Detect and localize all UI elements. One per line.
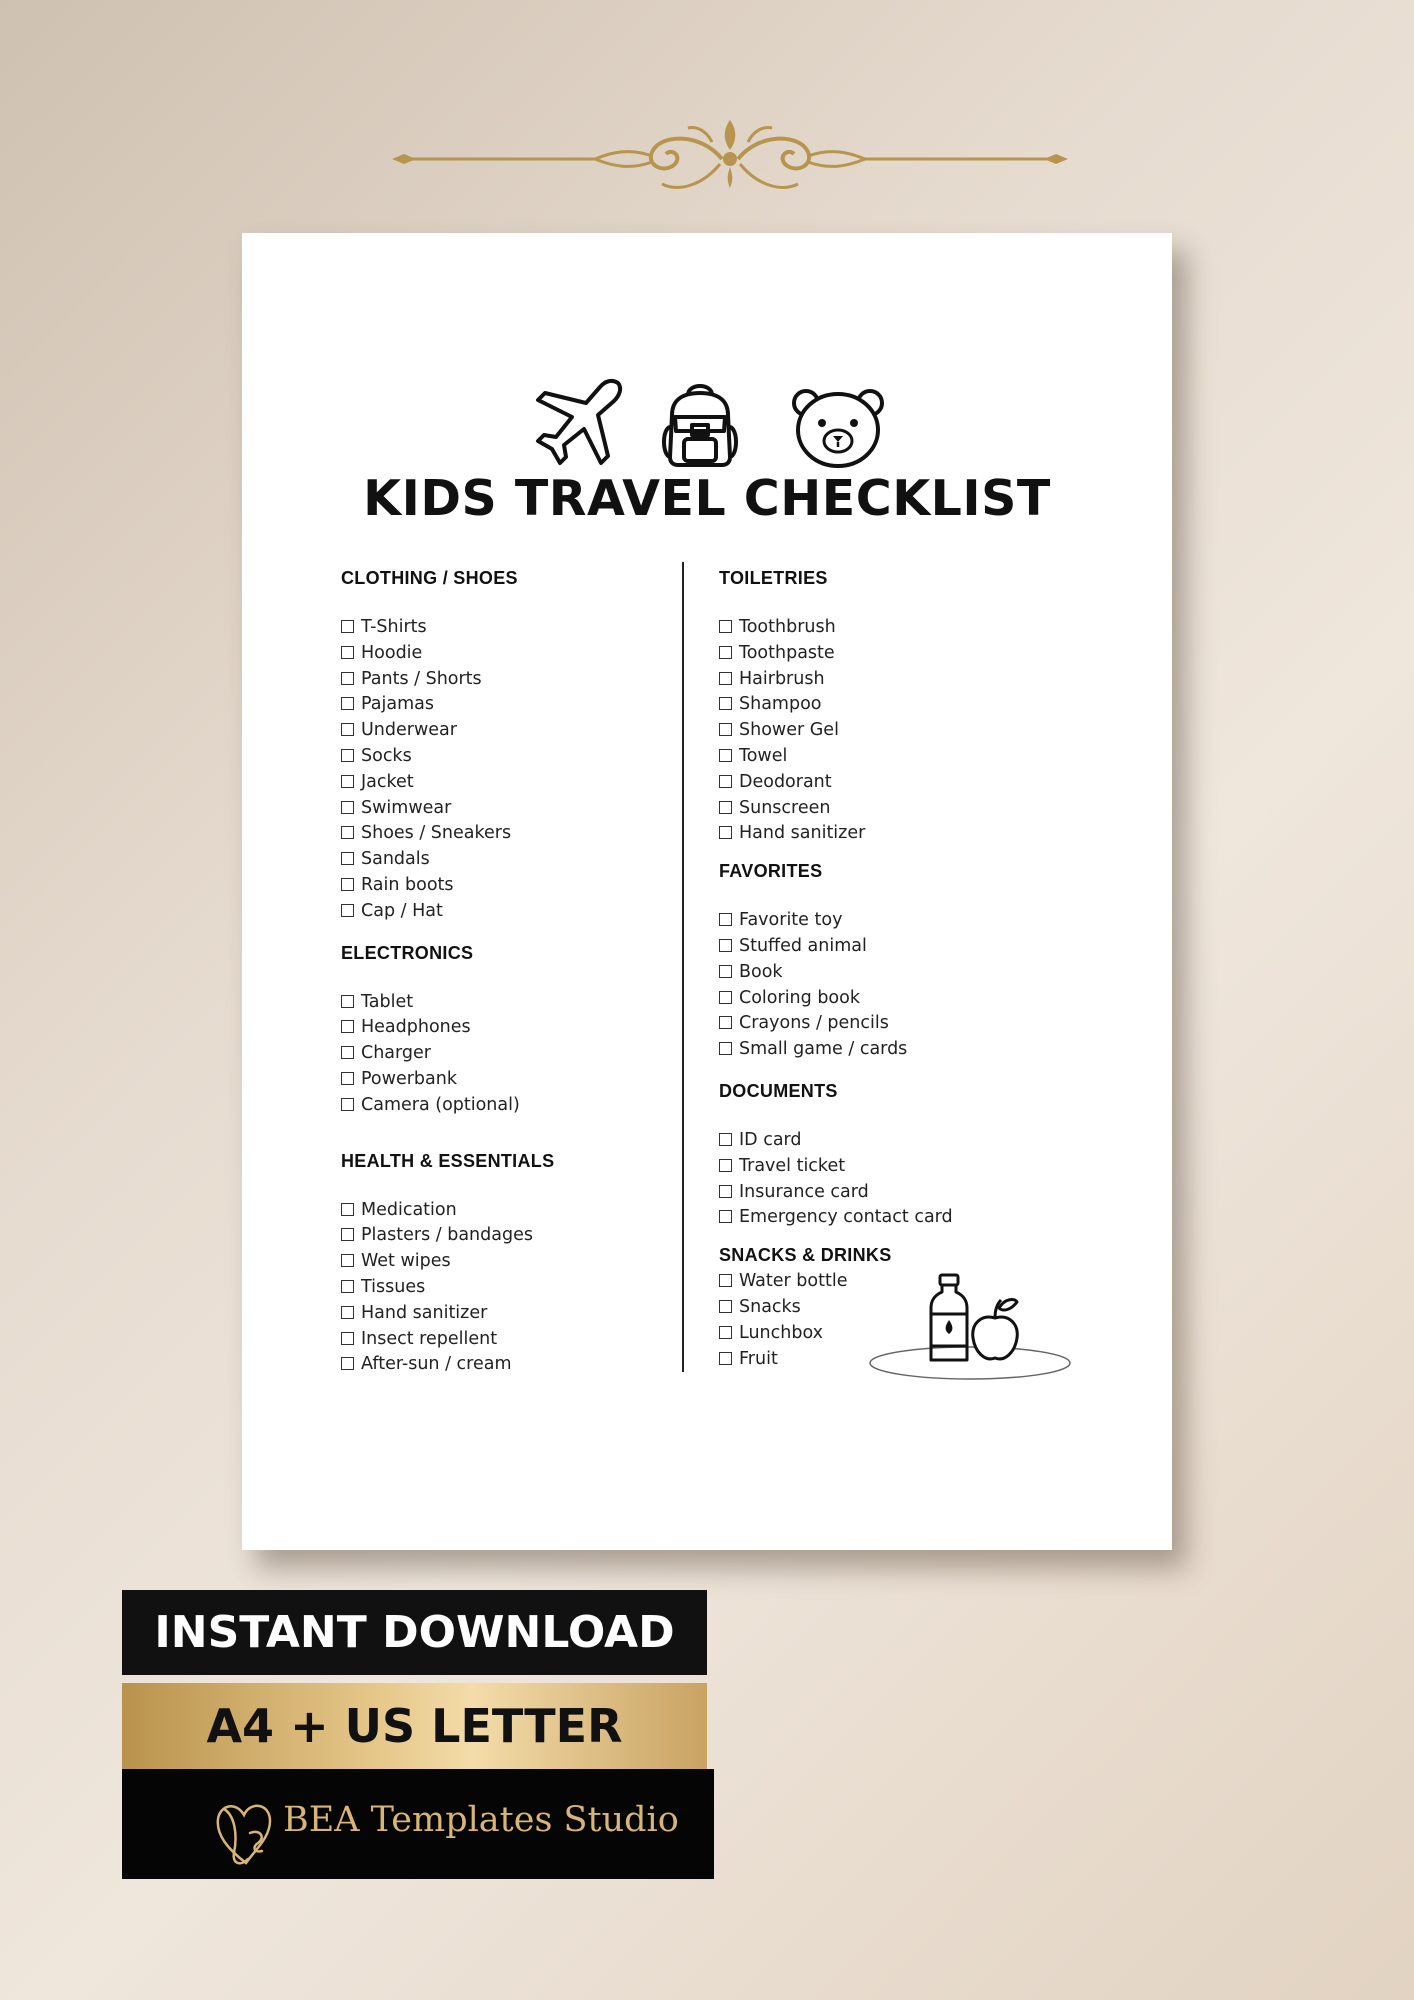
checkbox[interactable]	[719, 672, 732, 685]
checklist-item[interactable]: Charger	[341, 1041, 671, 1067]
checklist-item[interactable]: Crayons / pencils	[719, 1011, 1049, 1037]
checklist-item[interactable]: Emergency contact card	[719, 1205, 1049, 1231]
checklist-item[interactable]: Travel ticket	[719, 1154, 1049, 1180]
checkbox[interactable]	[341, 1280, 354, 1293]
checklist-item[interactable]: Socks	[341, 744, 671, 770]
checklist-item[interactable]: Deodorant	[719, 770, 1049, 796]
checkbox[interactable]	[341, 1357, 354, 1370]
instant-download-badge: INSTANT DOWNLOAD	[122, 1590, 707, 1675]
checklist-item[interactable]: Pants / Shorts	[341, 667, 671, 693]
section-electronics	[341, 939, 671, 1119]
checkbox[interactable]	[719, 1352, 732, 1365]
section-heading: HEALTH & ESSENTIALS	[341, 1150, 555, 1171]
checkbox[interactable]	[719, 1133, 732, 1146]
checkbox[interactable]	[719, 1016, 732, 1029]
right-column	[719, 564, 1049, 1372]
checklist-item[interactable]: Plasters / bandages	[341, 1223, 671, 1249]
checklist-item[interactable]: Underwear	[341, 718, 671, 744]
checklist-item[interactable]: Water bottle	[719, 1269, 1049, 1295]
checklist-item[interactable]: Coloring book	[719, 986, 1049, 1012]
checkbox[interactable]	[341, 801, 354, 814]
section-health	[341, 1147, 671, 1379]
checklist-item[interactable]: Snacks	[719, 1295, 1049, 1321]
teddy-bear-icon	[794, 391, 882, 466]
checkbox[interactable]	[341, 878, 354, 891]
checklist-item[interactable]: Medication	[341, 1198, 671, 1224]
section-favorites	[719, 857, 1049, 1063]
checklist-item[interactable]: Toothpaste	[719, 641, 1049, 667]
checklist-item[interactable]: Pajamas	[341, 692, 671, 718]
checkbox[interactable]	[719, 723, 732, 736]
checkbox[interactable]	[719, 991, 732, 1004]
checkbox[interactable]	[341, 1098, 354, 1111]
checkbox[interactable]	[341, 826, 354, 839]
section-heading: DOCUMENTS	[719, 1080, 838, 1101]
checkbox[interactable]	[341, 1203, 354, 1216]
checklist-item[interactable]: Shampoo	[719, 692, 1049, 718]
checkbox[interactable]	[341, 1020, 354, 1033]
checklist-item[interactable]: Tablet	[341, 990, 671, 1016]
checkbox[interactable]	[341, 672, 354, 685]
checkbox[interactable]	[341, 1228, 354, 1241]
checkbox[interactable]	[341, 995, 354, 1008]
checkbox[interactable]	[341, 1306, 354, 1319]
checklist-item[interactable]: Swimwear	[341, 796, 671, 822]
section-clothing	[341, 564, 671, 925]
checklist-item[interactable]: ID card	[719, 1128, 1049, 1154]
checkbox[interactable]	[719, 697, 732, 710]
checkbox[interactable]	[341, 1332, 354, 1345]
brand-name: BEA Templates Studio	[283, 1800, 679, 1840]
gold-ornament-icon	[390, 112, 1070, 212]
checkbox[interactable]	[719, 1210, 732, 1223]
checklist-item[interactable]: Shoes / Sneakers	[341, 821, 671, 847]
checkbox[interactable]	[719, 1159, 732, 1172]
snacks-illustration	[865, 1268, 1075, 1388]
checklist-item[interactable]: Headphones	[341, 1015, 671, 1041]
checkbox[interactable]	[719, 775, 732, 788]
checkbox[interactable]	[341, 620, 354, 633]
header-icons	[0, 375, 1414, 475]
checkbox[interactable]	[341, 697, 354, 710]
checkbox[interactable]	[341, 723, 354, 736]
checklist-item[interactable]: Sunscreen	[719, 796, 1049, 822]
checkbox[interactable]	[341, 1254, 354, 1267]
section-toiletries	[719, 564, 1049, 847]
checkbox[interactable]	[341, 749, 354, 762]
checkbox[interactable]	[719, 826, 732, 839]
section-heading: CLOTHING / SHOES	[341, 568, 518, 588]
column-divider	[682, 562, 684, 1372]
checkbox[interactable]	[719, 749, 732, 762]
heart-logo-icon	[210, 1793, 285, 1871]
checklist-item[interactable]: Camera (optional)	[341, 1093, 671, 1119]
checklist-item[interactable]: Wet wipes	[341, 1249, 671, 1275]
checklist-item[interactable]: Hand sanitizer	[719, 821, 1049, 847]
checkbox[interactable]	[719, 1300, 732, 1313]
checklist-item[interactable]: Hand sanitizer	[341, 1301, 671, 1327]
checklist-item[interactable]: Rain boots	[341, 873, 671, 899]
formats-badge: A4 + US LETTER	[122, 1683, 707, 1769]
checkbox[interactable]	[341, 852, 354, 865]
checkbox[interactable]	[719, 1185, 732, 1198]
checklist-item[interactable]: Sandals	[341, 847, 671, 873]
checkbox[interactable]	[719, 801, 732, 814]
checklist-item[interactable]: Hoodie	[341, 641, 671, 667]
checklist-item[interactable]: Hairbrush	[719, 667, 1049, 693]
checkbox[interactable]	[719, 939, 732, 952]
checklist-item[interactable]: Lunchbox	[719, 1321, 1049, 1347]
page-title: KIDS TRAVEL CHECKLIST	[363, 470, 1051, 527]
checklist-item[interactable]: Favorite toy	[719, 908, 1049, 934]
checklist-item[interactable]: Tissues	[341, 1275, 671, 1301]
checklist-item[interactable]: T-Shirts	[341, 615, 671, 641]
checklist-item[interactable]: Insect repellent	[341, 1327, 671, 1353]
checklist-item[interactable]: Small game / cards	[719, 1037, 1049, 1063]
checklist-item[interactable]: Shower Gel	[719, 718, 1049, 744]
checklist-item[interactable]: Cap / Hat	[341, 899, 671, 925]
checklist-item[interactable]: Fruit	[719, 1347, 1049, 1373]
apple-icon	[973, 1300, 1018, 1359]
section-documents	[719, 1077, 1049, 1231]
checkbox[interactable]	[719, 913, 732, 926]
checkbox[interactable]	[719, 1274, 732, 1287]
checklist-item[interactable]: Powerbank	[341, 1067, 671, 1093]
checklist-item[interactable]: Insurance card	[719, 1180, 1049, 1206]
checklist-item[interactable]: After-sun / cream	[341, 1352, 671, 1378]
checklist-item[interactable]: Towel	[719, 744, 1049, 770]
checkbox[interactable]	[341, 646, 354, 659]
checkbox[interactable]	[341, 1046, 354, 1059]
section-heading: FAVORITES	[719, 861, 823, 882]
checkbox[interactable]	[341, 904, 354, 917]
backpack-icon	[664, 386, 736, 465]
checkbox[interactable]	[719, 620, 732, 633]
left-column	[341, 564, 671, 1378]
checklist-item[interactable]: Toothbrush	[719, 615, 1049, 641]
checklist-item[interactable]: Book	[719, 960, 1049, 986]
checkbox[interactable]	[719, 1326, 732, 1339]
section-heading: TOILETRIES	[719, 568, 828, 588]
checklist-item[interactable]: Stuffed animal	[719, 934, 1049, 960]
section-heading: ELECTRONICS	[341, 942, 474, 963]
checklist-item[interactable]: Jacket	[341, 770, 671, 796]
checkbox[interactable]	[719, 1042, 732, 1055]
checkbox[interactable]	[341, 775, 354, 788]
checkbox[interactable]	[719, 646, 732, 659]
checkbox[interactable]	[341, 1072, 354, 1085]
water-bottle-icon	[931, 1275, 967, 1360]
section-heading: SNACKS & DRINKS	[719, 1245, 892, 1266]
airplane-icon	[538, 381, 620, 463]
checkbox[interactable]	[719, 965, 732, 978]
